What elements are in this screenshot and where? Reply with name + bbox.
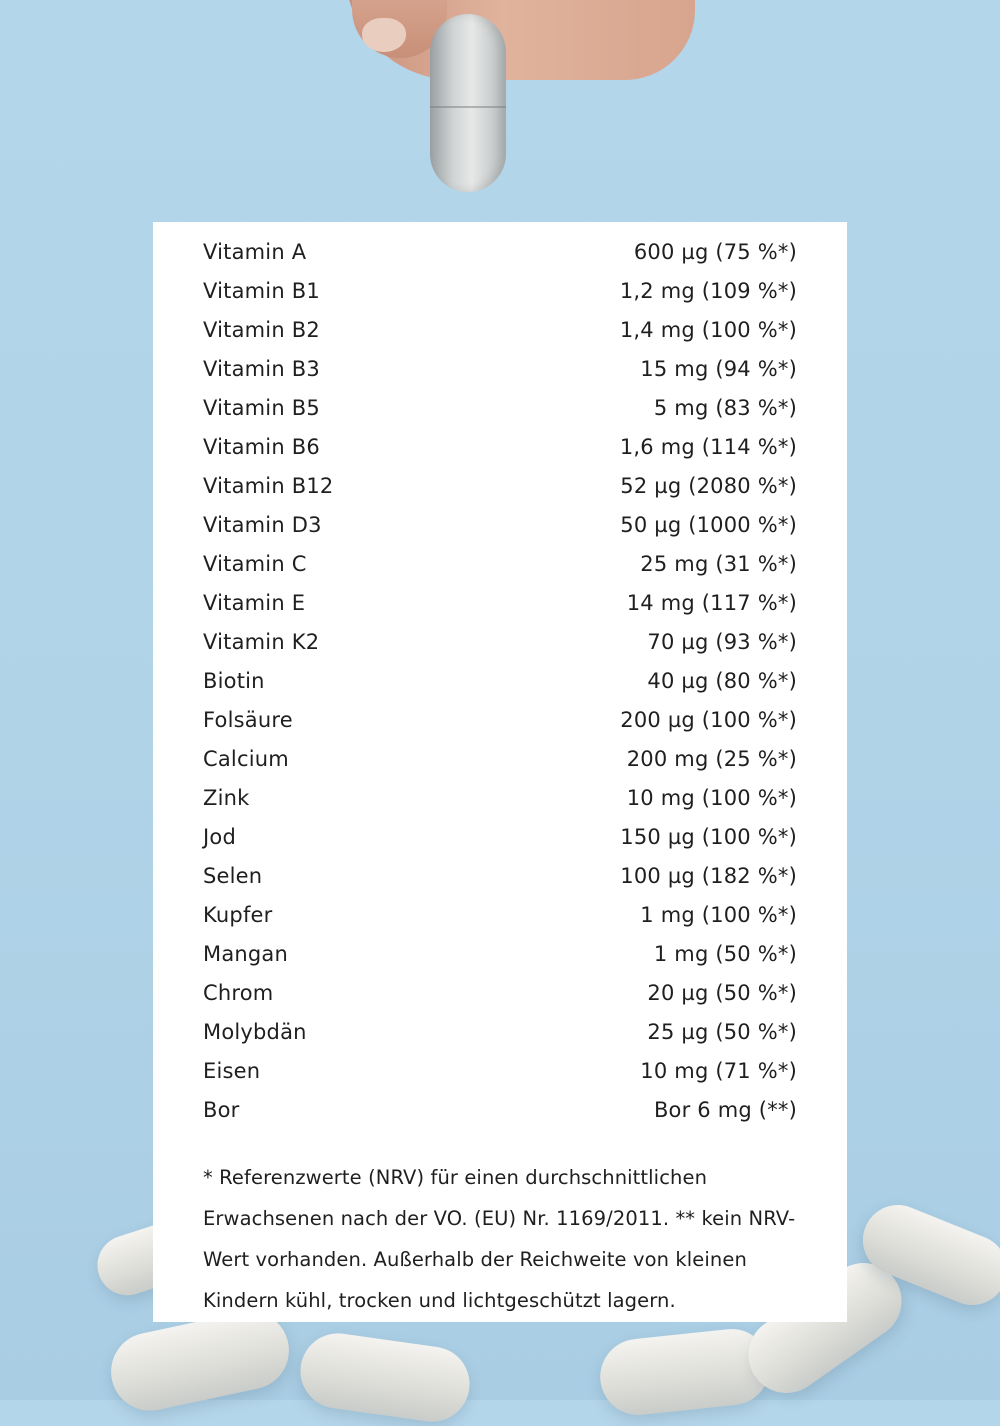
nutrient-amount: 150 µg (100 %*) — [620, 824, 797, 849]
nutrient-amount: 5 mg (83 %*) — [653, 395, 797, 420]
nutrition-card — [153, 222, 847, 1322]
nutrient-name: Vitamin K2 — [203, 629, 320, 654]
nutrient-name: Vitamin B3 — [203, 356, 320, 381]
nutrient-row-vitamin-b2 — [203, 310, 797, 349]
nutrient-name: Zink — [203, 785, 250, 810]
nutrient-name: Jod — [203, 824, 236, 849]
footnote: * Referenzwerte (NRV) für einen durchschnittlichen Erwachsenen nach der VO. (EU) Nr. 1169/2011. ** kein NRV-Wert vorhanden. Außerhalb der Reichweite von kleinen Kindern kühl, trocken und lichtgeschützt lagern. — [203, 1166, 796, 1312]
nutrient-amount: 1 mg (50 %*) — [653, 941, 797, 966]
nutrient-amount: 25 µg (50 %*) — [647, 1019, 797, 1044]
nutrient-row-selen — [203, 856, 797, 895]
nutrient-row-vitamin-b6 — [203, 427, 797, 466]
nutrient-name: Chrom — [203, 980, 274, 1005]
nutrient-row-vitamin-a — [203, 232, 797, 271]
nutrient-row-calcium — [203, 739, 797, 778]
nutrient-row-chrom — [203, 973, 797, 1012]
nutrient-name: Folsäure — [203, 707, 293, 732]
capsule — [296, 1329, 475, 1426]
nutrient-amount: 100 µg (182 %*) — [620, 863, 797, 888]
nutrient-amount: 1,4 mg (100 %*) — [619, 317, 797, 342]
nutrient-name: Kupfer — [203, 902, 273, 927]
nutrient-row-folsaeure — [203, 700, 797, 739]
nutrient-amount: 600 µg (75 %*) — [633, 239, 797, 264]
nutrient-amount: 10 mg (100 %*) — [626, 785, 797, 810]
nutrient-amount: 1 mg (100 %*) — [640, 902, 797, 927]
nutrient-name: Mangan — [203, 941, 289, 966]
nutrient-row-jod — [203, 817, 797, 856]
nutrient-amount: 70 µg (93 %*) — [647, 629, 797, 654]
nutrient-amount: Bor 6 mg (**) — [653, 1097, 797, 1122]
nutrient-row-zink — [203, 778, 797, 817]
nutrient-row-vitamin-b5 — [203, 388, 797, 427]
nutrient-name: Vitamin E — [203, 590, 306, 615]
nutrient-row-biotin — [203, 661, 797, 700]
nutrient-name: Selen — [203, 863, 263, 888]
nutrient-name: Calcium — [203, 746, 289, 771]
nutrient-row-vitamin-e — [203, 583, 797, 622]
nutrient-row-eisen — [203, 1051, 797, 1090]
capsule — [596, 1325, 773, 1418]
nutrient-name: Molybdän — [203, 1019, 307, 1044]
nutrient-name: Eisen — [203, 1058, 261, 1083]
nutrient-amount: 15 mg (94 %*) — [640, 356, 797, 381]
nutrient-name: Vitamin B1 — [203, 278, 320, 303]
nutrient-amount: 200 µg (100 %*) — [620, 707, 797, 732]
nutrient-row-kupfer — [203, 895, 797, 934]
nutrient-name: Vitamin A — [203, 239, 307, 264]
nutrient-amount: 20 µg (50 %*) — [647, 980, 797, 1005]
nutrient-name: Biotin — [203, 668, 265, 693]
held-capsule — [430, 14, 506, 192]
nutrient-row-vitamin-d3 — [203, 505, 797, 544]
nutrient-amount: 1,2 mg (109 %*) — [619, 278, 797, 303]
nutrient-row-mangan — [203, 934, 797, 973]
nutrient-amount: 10 mg (71 %*) — [640, 1058, 797, 1083]
nutrient-name: Vitamin B6 — [203, 434, 320, 459]
nutrient-name: Bor — [203, 1097, 240, 1122]
thumbnail — [362, 18, 406, 52]
nutrient-row-vitamin-k2 — [203, 622, 797, 661]
nutrient-amount: 50 µg (1000 %*) — [620, 512, 797, 537]
nutrient-name: Vitamin C — [203, 551, 307, 576]
nutrient-name: Vitamin B12 — [203, 473, 334, 498]
nutrient-amount: 25 mg (31 %*) — [640, 551, 797, 576]
nutrient-row-molybdaen — [203, 1012, 797, 1051]
nutrient-name: Vitamin D3 — [203, 512, 322, 537]
nutrient-name: Vitamin B5 — [203, 395, 320, 420]
nutrient-row-vitamin-b12 — [203, 466, 797, 505]
nutrient-amount: 52 µg (2080 %*) — [620, 473, 797, 498]
nutrient-name: Vitamin B2 — [203, 317, 320, 342]
nutrient-list — [203, 232, 797, 1129]
nutrient-row-bor — [203, 1090, 797, 1129]
nutrient-amount: 200 mg (25 %*) — [626, 746, 797, 771]
nutrient-row-vitamin-c — [203, 544, 797, 583]
nutrient-row-vitamin-b3 — [203, 349, 797, 388]
nutrient-amount: 14 mg (117 %*) — [626, 590, 797, 615]
nutrient-row-vitamin-b1 — [203, 271, 797, 310]
nutrient-amount: 1,6 mg (114 %*) — [619, 434, 797, 459]
nutrient-amount: 40 µg (80 %*) — [647, 668, 797, 693]
